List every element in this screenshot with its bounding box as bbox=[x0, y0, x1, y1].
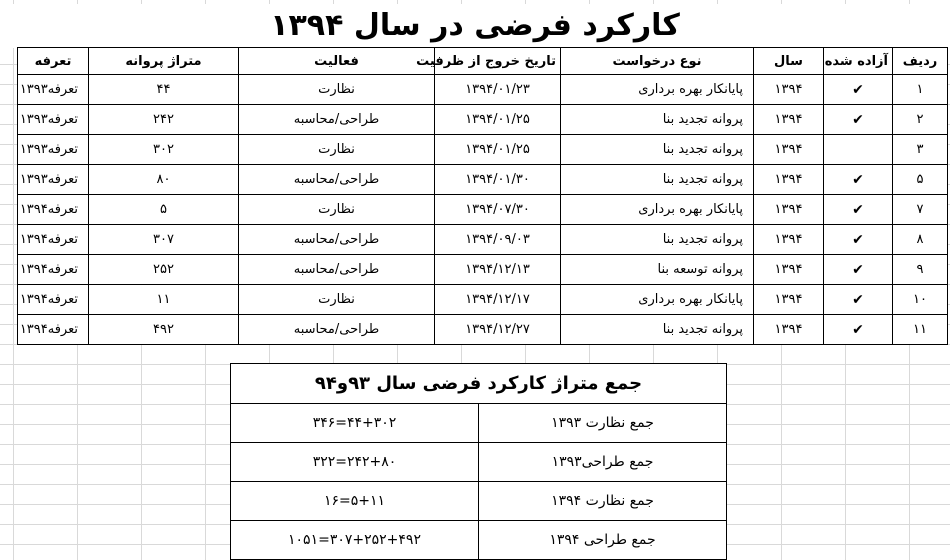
activity-cell[interactable]: نظارت bbox=[239, 195, 435, 225]
summary-label[interactable]: جمع طراحی۱۳۹۳ bbox=[479, 443, 727, 482]
table-row bbox=[18, 315, 948, 345]
activity-cell[interactable]: نظارت bbox=[239, 135, 435, 165]
area-cell[interactable]: ۴۹۲ bbox=[89, 315, 239, 345]
table-row bbox=[18, 75, 948, 105]
year-cell[interactable]: ۱۳۹۴ bbox=[754, 285, 824, 315]
released-check-cell[interactable]: ✔ bbox=[824, 285, 893, 315]
tariff-cell[interactable]: تعرفه۱۳۹۳ bbox=[18, 135, 89, 165]
main-table bbox=[17, 47, 948, 345]
tariff-cell[interactable]: تعرفه۱۳۹۴ bbox=[18, 225, 89, 255]
row-id-cell[interactable]: ۱۱ bbox=[893, 315, 948, 345]
summary-value[interactable]: ۴۴+۳۰۲=۳۴۶ bbox=[231, 404, 479, 443]
area-cell[interactable]: ۲۴۲ bbox=[89, 105, 239, 135]
activity-cell[interactable]: نظارت bbox=[239, 285, 435, 315]
activity-cell[interactable]: طراحی/محاسبه bbox=[239, 165, 435, 195]
released-check-cell[interactable]: ✔ bbox=[824, 315, 893, 345]
request-type-cell[interactable]: پایانکار بهره برداری bbox=[561, 75, 754, 105]
area-cell[interactable]: ۲۵۲ bbox=[89, 255, 239, 285]
exit-date-cell[interactable]: ۱۳۹۴/۰۱/۲۵ bbox=[435, 135, 561, 165]
sheet-title: کارکرد فرضی در سال ۱۳۹۴ bbox=[0, 4, 950, 48]
year-cell[interactable]: ۱۳۹۴ bbox=[754, 315, 824, 345]
exit-date-cell[interactable]: ۱۳۹۴/۱۲/۱۷ bbox=[435, 285, 561, 315]
exit-date-cell[interactable]: ۱۳۹۴/۰۹/۰۳ bbox=[435, 225, 561, 255]
tariff-cell[interactable]: تعرفه۱۳۹۴ bbox=[18, 195, 89, 225]
year-cell[interactable]: ۱۳۹۴ bbox=[754, 225, 824, 255]
tariff-cell[interactable]: تعرفه۱۳۹۳ bbox=[18, 75, 89, 105]
row-id-cell[interactable]: ۳ bbox=[893, 135, 948, 165]
summary-table bbox=[230, 363, 727, 560]
summary-title-row bbox=[231, 364, 727, 404]
exit-date-cell[interactable]: ۱۳۹۴/۱۲/۱۳ bbox=[435, 255, 561, 285]
summary-value[interactable]: ۵+۱۱=۱۶ bbox=[231, 482, 479, 521]
row-id-cell[interactable]: ۸ bbox=[893, 225, 948, 255]
area-cell[interactable]: ۸۰ bbox=[89, 165, 239, 195]
summary-row bbox=[231, 404, 727, 443]
released-check-cell[interactable]: ✔ bbox=[824, 225, 893, 255]
year-cell[interactable]: ۱۳۹۴ bbox=[754, 75, 824, 105]
header-row bbox=[18, 48, 948, 75]
table-row bbox=[18, 135, 948, 165]
exit-date-cell[interactable]: ۱۳۹۴/۰۱/۲۳ bbox=[435, 75, 561, 105]
request-type-cell[interactable]: پروانه تجدید بنا bbox=[561, 105, 754, 135]
row-id-cell[interactable]: ۱ bbox=[893, 75, 948, 105]
request-type-cell[interactable]: پایانکار بهره برداری bbox=[561, 285, 754, 315]
summary-value[interactable]: ۳۰۷+۲۵۲+۴۹۲=۱۰۵۱ bbox=[231, 521, 479, 560]
header-cell-year[interactable]: سال bbox=[754, 48, 824, 75]
row-id-cell[interactable]: ۲ bbox=[893, 105, 948, 135]
header-cell-tariff[interactable]: تعرفه bbox=[18, 48, 89, 75]
area-cell[interactable]: ۴۴ bbox=[89, 75, 239, 105]
year-cell[interactable]: ۱۳۹۴ bbox=[754, 165, 824, 195]
released-check-cell[interactable]: ✔ bbox=[824, 105, 893, 135]
summary-row bbox=[231, 521, 727, 560]
request-type-cell[interactable]: پروانه تجدید بنا bbox=[561, 165, 754, 195]
header-cell-released[interactable]: آزاده شده bbox=[824, 48, 893, 75]
summary-label[interactable]: جمع نظارت ۱۳۹۳ bbox=[479, 404, 727, 443]
year-cell[interactable]: ۱۳۹۴ bbox=[754, 195, 824, 225]
exit-date-cell[interactable]: ۱۳۹۴/۰۷/۳۰ bbox=[435, 195, 561, 225]
released-check-cell[interactable] bbox=[824, 135, 893, 165]
activity-cell[interactable]: نظارت bbox=[239, 75, 435, 105]
exit-date-cell[interactable]: ۱۳۹۴/۰۱/۳۰ bbox=[435, 165, 561, 195]
activity-cell[interactable]: طراحی/محاسبه bbox=[239, 225, 435, 255]
table-row bbox=[18, 225, 948, 255]
header-cell-area[interactable]: متراژ پروانه bbox=[89, 48, 239, 75]
released-check-cell[interactable]: ✔ bbox=[824, 75, 893, 105]
area-cell[interactable]: ۵ bbox=[89, 195, 239, 225]
tariff-cell[interactable]: تعرفه۱۳۹۳ bbox=[18, 165, 89, 195]
summary-label[interactable]: جمع نظارت ۱۳۹۴ bbox=[479, 482, 727, 521]
row-id-cell[interactable]: ۹ bbox=[893, 255, 948, 285]
table-row bbox=[18, 105, 948, 135]
released-check-cell[interactable]: ✔ bbox=[824, 195, 893, 225]
request-type-cell[interactable]: پروانه تجدید بنا bbox=[561, 225, 754, 255]
area-cell[interactable]: ۳۰۲ bbox=[89, 135, 239, 165]
table-row bbox=[18, 285, 948, 315]
row-id-cell[interactable]: ۱۰ bbox=[893, 285, 948, 315]
activity-cell[interactable]: طراحی/محاسبه bbox=[239, 255, 435, 285]
activity-cell[interactable]: طراحی/محاسبه bbox=[239, 105, 435, 135]
year-cell[interactable]: ۱۳۹۴ bbox=[754, 135, 824, 165]
summary-value[interactable]: ۲۴۲+۸۰=۳۲۲ bbox=[231, 443, 479, 482]
area-cell[interactable]: ۳۰۷ bbox=[89, 225, 239, 255]
tariff-cell[interactable]: تعرفه۱۳۹۴ bbox=[18, 285, 89, 315]
exit-date-cell[interactable]: ۱۳۹۴/۰۱/۲۵ bbox=[435, 105, 561, 135]
summary-row bbox=[231, 443, 727, 482]
tariff-cell[interactable]: تعرفه۱۳۹۳ bbox=[18, 105, 89, 135]
summary-title[interactable]: جمع متراژ کارکرد فرضی سال ۹۳و۹۴ bbox=[231, 364, 727, 404]
row-id-cell[interactable]: ۷ bbox=[893, 195, 948, 225]
tariff-cell[interactable]: تعرفه۱۳۹۴ bbox=[18, 315, 89, 345]
header-cell-exit-date[interactable]: تاریخ خروج از ظرفیت bbox=[435, 48, 561, 75]
released-check-cell[interactable]: ✔ bbox=[824, 165, 893, 195]
request-type-cell[interactable]: پروانه تجدید بنا bbox=[561, 135, 754, 165]
table-row bbox=[18, 255, 948, 285]
request-type-cell[interactable]: پروانه تجدید بنا bbox=[561, 315, 754, 345]
table-row bbox=[18, 165, 948, 195]
header-cell-id[interactable]: ردیف bbox=[893, 48, 948, 75]
summary-label[interactable]: جمع طراحی ۱۳۹۴ bbox=[479, 521, 727, 560]
area-cell[interactable]: ۱۱ bbox=[89, 285, 239, 315]
table-row bbox=[18, 195, 948, 225]
tariff-cell[interactable]: تعرفه۱۳۹۴ bbox=[18, 255, 89, 285]
header-cell-request-type[interactable]: نوع درخواست bbox=[561, 48, 754, 75]
year-cell[interactable]: ۱۳۹۴ bbox=[754, 105, 824, 135]
request-type-cell[interactable]: پایانکار بهره برداری bbox=[561, 195, 754, 225]
released-check-cell[interactable]: ✔ bbox=[824, 255, 893, 285]
year-cell[interactable]: ۱۳۹۴ bbox=[754, 255, 824, 285]
request-type-cell[interactable]: پروانه توسعه بنا bbox=[561, 255, 754, 285]
exit-date-cell[interactable]: ۱۳۹۴/۱۲/۲۷ bbox=[435, 315, 561, 345]
activity-cell[interactable]: طراحی/محاسبه bbox=[239, 315, 435, 345]
header-cell-activity[interactable]: فعالیت bbox=[239, 48, 435, 75]
row-id-cell[interactable]: ۵ bbox=[893, 165, 948, 195]
summary-row bbox=[231, 482, 727, 521]
